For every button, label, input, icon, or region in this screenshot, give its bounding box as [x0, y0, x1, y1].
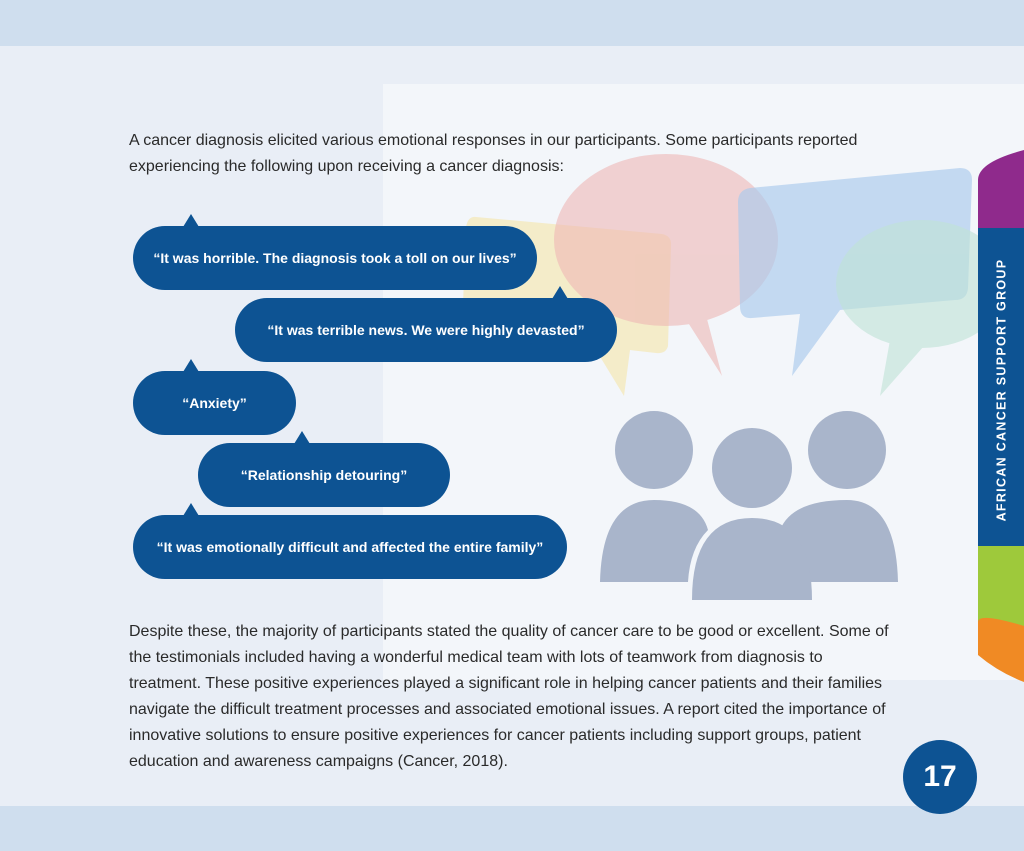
- quote-bubble-anxiety: [133, 371, 296, 435]
- quote-bubble-emotionally-difficult: [133, 515, 567, 579]
- top-band: [0, 0, 1024, 46]
- quote-text: “It was emotionally difficult and affected the entire family”: [156, 539, 544, 555]
- quote-text: “It was terrible news. We were highly devasted”: [267, 322, 585, 338]
- side-tab-green-segment: [978, 546, 1024, 630]
- page-number-badge: [903, 740, 977, 814]
- side-tab-orange-segment: [978, 618, 1024, 682]
- side-tab-label: [979, 245, 1023, 535]
- side-tab-purple-segment: [978, 150, 1024, 230]
- quote-text: “Relationship detouring”: [240, 467, 408, 483]
- quote-bubble-relationship: [198, 443, 450, 507]
- body-paragraph: Despite these, the majority of participants stated the quality of cancer care to be good or excellent. Some of the testimonials included having a wonderful medical team with lots of teamwork from diagnosis to treatment. These positive experiences played a significant role in helping cancer patients and their families navigate the difficult treatment processes and associated emotional issues. A report cited the importance of innovative solutions to ensure positive experiences for cancer patients including support groups, patient education and awareness campaigns (Cancer, 2018).: [129, 623, 889, 770]
- quote-bubble-terrible-news: [235, 298, 617, 362]
- quote-text: “Anxiety”: [182, 395, 247, 411]
- speech-bubble-green-icon: [836, 220, 980, 396]
- people-group-icon: [600, 411, 898, 600]
- page-number: 17: [923, 760, 957, 793]
- quote-text: “It was horrible. The diagnosis took a toll on our lives”: [153, 250, 517, 266]
- intro-paragraph: A cancer diagnosis elicited various emotional responses in our participants. Some participants reported experiencing the following upon receiving a cancer diagnosis:: [129, 132, 858, 175]
- bottom-band: [0, 806, 1024, 851]
- side-tab-label-text: AFRICAN CANCER SUPPORT GROUP: [994, 258, 1008, 522]
- quote-bubble-horrible: [133, 226, 537, 290]
